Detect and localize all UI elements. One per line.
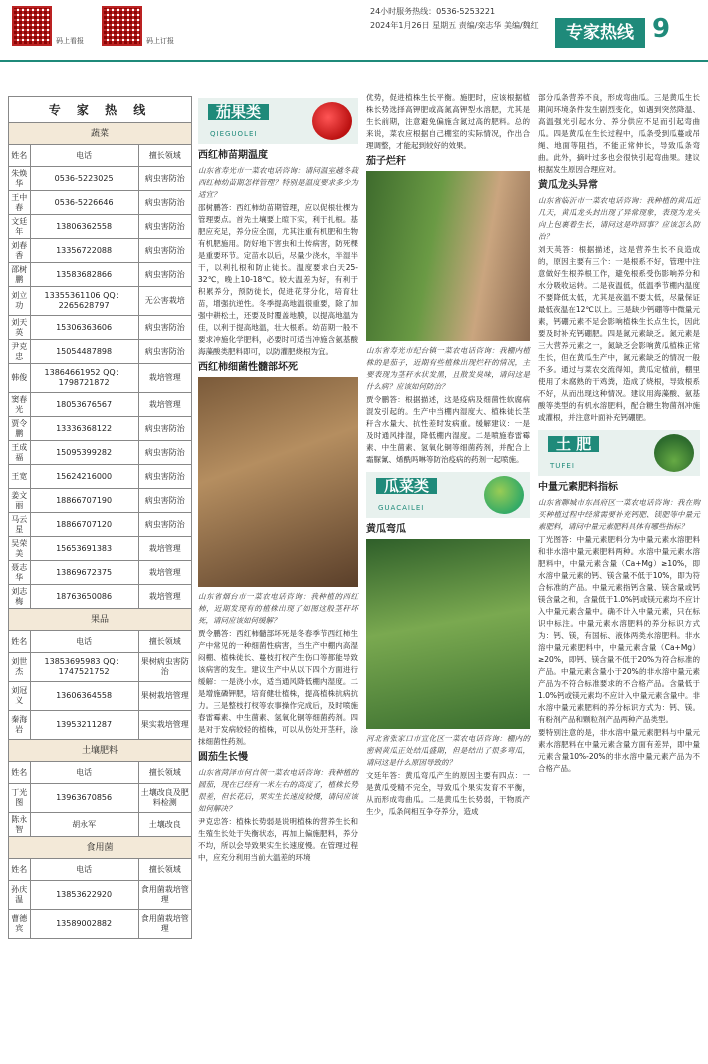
column-header: 擅长领域: [138, 145, 191, 167]
column-header: 擅长领域: [138, 762, 191, 784]
expert-field: 病虫害防治: [138, 191, 191, 215]
table-row: [9, 215, 192, 239]
photo-caption: 河北省张家口市宣化区一菜农电话咨询：棚内的密刺黄瓜正处结瓜盛期，但是结出了很多弯瓜，请问这是什么原因导致的？: [366, 734, 530, 767]
banner-subtitle: GUACAILEI: [378, 504, 425, 512]
article-question: 山东省烟台市一菜农电话咨询：我种植的西红柿，近期发现有的植株出现了如图这般茎秆坏死，请问应该如何缓解？: [198, 592, 358, 625]
expert-field: 病虫害防治: [138, 239, 191, 263]
expert-name: 邵树鹏: [9, 263, 31, 287]
cucumber-photo: [366, 539, 530, 729]
expert-phone: 13963670856: [30, 784, 138, 813]
expert-phone: 15624216000: [30, 465, 138, 489]
table-row: [9, 239, 192, 263]
expert-name: 秦海岩: [9, 711, 31, 740]
expert-name: 王宽: [9, 465, 31, 489]
table-row: [9, 263, 192, 287]
expert-field: 病虫害防治: [138, 417, 191, 441]
table-row: [9, 340, 192, 364]
article-answer: 刘天英答：根据描述，这是营养生长不良造成的，原因主要有三个：一是根系不好，管理中注意做好生根养根工作，避免根系受伤影响养分和水分吸收运转。二是夜温低，低温季节棚内温度不要降低太低，尤其是夜温不要太低，尽量保证最低夜温在12℃以上。三是缺少钙硼等中微量元素，钙硼元素不足会影响植株生长点生长，因此要及时补充钙硼肥。四是氮元素缺乏。氮元素是三大营养元素之一，氮缺乏会影响黄瓜植株正常生长，但在黄瓜生产中，氮元素缺乏的情况一般不多。通过与菜农交流得知，黄瓜定植前，棚里使用了未腐熟的干鸡粪，造成了烧根，导致根系不好，从而出现这种情况。建议用海藻酸、氨基酸等类型的有机水溶肥料，配合糖生物菌剂冲施或灌根，并注意叶面补充钙硼肥。: [538, 245, 700, 422]
table-row: [9, 316, 192, 340]
expert-field: 果实栽培管理: [138, 711, 191, 740]
expert-phone: 18866707190: [30, 489, 138, 513]
expert-phone: 18053676567: [30, 393, 138, 417]
expert-name: 韩俊: [9, 364, 31, 393]
column-header: 电话: [30, 631, 138, 653]
category-label: 果品: [9, 609, 192, 631]
article-title: 圆茄生长慢: [198, 752, 248, 763]
expert-phone: 13336368122: [30, 417, 138, 441]
banner-label: 瓜菜类: [376, 478, 437, 494]
expert-name: 孙庆温: [9, 881, 31, 910]
column-header: 姓名: [9, 145, 31, 167]
expert-phone: 0536-5223025: [30, 167, 138, 191]
article-question: 山东省临沂市一菜农电话咨询：我种植的黄瓜近几天，黄瓜龙头封出现了异常现象，表现为龙头向上包裹着生长，请问这是咋回事？应该怎么防治？: [538, 196, 700, 241]
expert-phone: 13606364558: [30, 682, 138, 711]
expert-name: 马云星: [9, 513, 31, 537]
expert-phone: 15095399282: [30, 441, 138, 465]
table-row: [9, 762, 192, 784]
table-row: [9, 740, 192, 762]
column-header: 姓名: [9, 631, 31, 653]
table-row: [9, 682, 192, 711]
date-editor-line: 2024年1月26日 星期五 责编/栾志华 美编/魏红: [370, 21, 539, 30]
expert-phone: 13953211287: [30, 711, 138, 740]
expert-name: 文廷年: [9, 215, 31, 239]
expert-field: 栽培管理: [138, 537, 191, 561]
article-answer-cont: 优势，促进植株生长平衡。施肥时，应该根据植株长势选择高钾肥或高氮高钾型水溶肥，尤其是生长前期，注意避免偏施含氮过高的肥料。总的来说，菜农应根据自己棚室的实际情况，作出合理调整，才能起到较好的效果。: [366, 93, 530, 150]
expert-field: 土壤改良: [138, 813, 191, 837]
table-row: [9, 287, 192, 316]
article-question: 山东省聊城市东昌府区一菜农电话咨询：我在购买种植过程中经常需要补充钙肥、镁肥等中量元素肥料，请问中量元素肥料具体有哪些指标？: [538, 498, 700, 531]
expert-field: 栽培管理: [138, 561, 191, 585]
table-row: [9, 489, 192, 513]
article-answer: 贾令鹏答：根据描述，这是疫病及细菌性软腐病混发引起的。生产中当棚内湿度大、植株徒长茎秆含水量大、抗性差时发病重。缓解建议：一是及时通风排湿，降低棚内湿度。二是喷施春雷霉素、中生菌素、氢氧化铜等细菌药剂，并配合上霜脲氰、烯酰吗啉等防治疫病的药剂一起喷施。: [366, 395, 530, 464]
expert-name: 刘立功: [9, 287, 31, 316]
table-row: [9, 97, 192, 123]
table-row: [9, 631, 192, 653]
article-title: 黄瓜弯瓜: [366, 524, 406, 535]
table-row: [9, 784, 192, 813]
seedling-icon: [654, 434, 694, 472]
expert-field: 无公害栽培: [138, 287, 191, 316]
expert-name: 姜文丽: [9, 489, 31, 513]
article-title: 西红柿细菌性髓部坏死: [198, 362, 298, 373]
article-answer: 贾令鹏答：西红柿髓部坏死是冬春季节西红柿生产中常见的一种细菌性病害，当生产中棚内高湿闷棚、植株徒长、蔓枝打杈产生伤口等都能导致该病害的发生。建议生产中从以下四个方面进行缓解：一是浇小水，适当通风降低棚内湿度。二是增施磷钾肥，培育健壮植株，提高植株抗病抗力。三是整枝打杈等农事操作完成后，及时喷施春雷霉素、中生菌素、氢氧化铜等细菌药剂。四是对于发病较轻的植株，可以从伤处开茎秆，涂抹细菌性药剂。: [198, 629, 358, 746]
banner-label: 茄果类: [208, 104, 269, 120]
page-header: [0, 0, 708, 62]
table-row: [9, 417, 192, 441]
article-answer-cont: 部分瓜条营养不良，形成弯曲瓜。三是黄瓜生长期间环境条件发生剧烈变化，如遇到突然降温、高温强光引起水分、养分供应不足而引起弯曲瓜。四是黄瓜在生长过程中，瓜条受到瓜蔓或吊绳、地面等阻挡，不能正常伸长，导致瓜条弯曲。此外，摘叶过多也会很快引起弯曲果。建议根据发生原因合理应对。: [538, 93, 700, 174]
expert-field: 食用菌栽培管理: [138, 910, 191, 939]
expert-name: 窦春光: [9, 393, 31, 417]
expert-name: 刘志梅: [9, 585, 31, 609]
expert-name: 王中春: [9, 191, 31, 215]
table-row: [9, 561, 192, 585]
expert-name: 刘世杰: [9, 653, 31, 682]
category-banner-soil: [538, 430, 700, 476]
tomato-stem-photo: [198, 377, 358, 587]
table-row: [9, 441, 192, 465]
article-question: 山东省菏泽市何自领一菜农电话咨询：我种植的圆茄，现在已经有一米左右的高度了，植株长势很差，但长花后，果实生长速度较慢，请问应该如何解决？: [198, 768, 358, 813]
expert-field: 病虫害防治: [138, 513, 191, 537]
expert-name: 刘天英: [9, 316, 31, 340]
column-header: 擅长领域: [138, 631, 191, 653]
table-row: [9, 537, 192, 561]
article-question: 山东省寿光市纪台镇一菜农电话咨询：我棚内植株的是茄子，近期有些植株出现烂秆的情况，主要表现为茎秆水状发黑，且散发臭味，请问这是什么病？应该如何防治？: [366, 346, 530, 391]
expert-name: 刘冠义: [9, 682, 31, 711]
expert-field: 土壤改良及肥料检测: [138, 784, 191, 813]
expert-phone: 13356722088: [30, 239, 138, 263]
table-row: [9, 167, 192, 191]
expert-field: 果树病虫害防治: [138, 653, 191, 682]
article-title: 中量元素肥料指标: [538, 482, 618, 493]
eggplant-stem-photo: [366, 171, 530, 341]
expert-phone: 15054487898: [30, 340, 138, 364]
column-header: 擅长领域: [138, 859, 191, 881]
expert-phone: 15306363606: [30, 316, 138, 340]
expert-phone: 胡永军: [30, 813, 138, 837]
table-row: [9, 191, 192, 215]
banner-label: 土 肥: [548, 436, 599, 452]
table-row: [9, 859, 192, 881]
article-answer: 丁光图答：中量元素肥料分为中量元素水溶肥料和非水溶中量元素肥料两种。水溶中量元素水溶肥料中，中量元素含量（Ca+Mg）≥10%，即水溶中量元素的钙、镁含量不低于10%，即为符合标准的产品。中量元素指钙含量、镁含量或钙镁含量之和，含量低于1.0%钙或镁元素均不应计入中量元素含量中。确不计入中量元素，只在标识中标注。中量元素水溶肥料的养分标识方式为：钙、镁，有国标、液体两类水溶肥料。非水溶中量元素肥料中，中量元素含量（Ca+Mg）≥20%，即钙、镁含量不低于20%为符合标准的产品。中量元素含量小于20%的非水溶中量元素产品为不符合标准要求的不合格产品。含量低于1.0%钙或镁元素均不应计入中量元素含量中。非水溶中量元素肥料的养分标识方式为：钙、镁。有粉剂产品和颗粒剂产品两种产品类型。: [538, 535, 700, 724]
category-label: 食用菌: [9, 837, 192, 859]
column-solanaceous: [198, 98, 358, 865]
expert-hotline-table: [8, 96, 192, 939]
table-title: 专 家 热 线: [9, 97, 192, 123]
section-title: 专家热线: [555, 18, 645, 48]
table-row: [9, 910, 192, 939]
article-answer: 文廷年答：黄瓜弯瓜产生的原因主要有四点：一是黄瓜受精不完全，导致瓜个果实发育不平衡，从而形成弯曲瓜。二是黄瓜生长势弱，干物质产生少，瓜条间相互争夺养分，造成: [366, 771, 530, 816]
expert-name: 贾令鹏: [9, 417, 31, 441]
expert-phone: 13355361106 QQ：2265628797: [30, 287, 138, 316]
category-label: 蔬菜: [9, 123, 192, 145]
expert-phone: 13806362558: [30, 215, 138, 239]
article-answer: 邵树鹏答：西红柿幼苗期管理，应以促根壮棵为管理要点。首先土壤要上暄下实，利于扎根。基肥应充足，养分应全面，尤其注重有机肥和生物有机肥施用。防好地下害虫和土传病害，防死棵是重要环节。定苗水以后，尽量少浇水，半湿半干，以利扎根和防止徒长。温度要求白天25-32℃，晚上10-18℃。较大温差为好，有利于积累养分，预防徒长，促进花芽分化，培育壮苗，增强抗逆性。冬季提高地温很重要，除了加强中耕松土，还要及时覆盖地膜，以提高地温为佳，以利于提高地温，壮大根系。幼苗期一般不要求冲施化学肥料，必要时可适当冲施含氨基酸海藻酸类肥料即可，以防灌肥烧根为宜。: [198, 203, 358, 356]
table-row: [9, 513, 192, 537]
article-title: 茄子烂秆: [366, 156, 406, 167]
expert-phone: 15653691383: [30, 537, 138, 561]
table-row: [9, 609, 192, 631]
table-row: [9, 881, 192, 910]
expert-field: 病虫害防治: [138, 489, 191, 513]
expert-field: 病虫害防治: [138, 263, 191, 287]
expert-name: 朱焕华: [9, 167, 31, 191]
expert-field: 果树栽培管理: [138, 682, 191, 711]
column-middle: [366, 92, 530, 819]
expert-name: 聂志华: [9, 561, 31, 585]
service-hotline: 24小时服务热线：0536-5253221: [370, 7, 496, 16]
expert-name: 丁光图: [9, 784, 31, 813]
qr-code-icon[interactable]: [12, 6, 52, 46]
column-header: 姓名: [9, 859, 31, 881]
article-title: 黄瓜龙头异常: [538, 180, 598, 191]
qr-label-subscribe: 码上订报: [146, 37, 174, 45]
expert-field: 病虫害防治: [138, 215, 191, 239]
article-title: 西红柿苗期温度: [198, 150, 268, 161]
expert-field: 栽培管理: [138, 585, 191, 609]
column-right: [538, 92, 700, 776]
article-question: 山东省寿光市一菜农电话咨询：请问温室越冬栽西红柿幼苗期怎样管理？特别是温度要求多少为适宜？: [198, 166, 358, 199]
expert-field: 病虫害防治: [138, 441, 191, 465]
table-row: [9, 465, 192, 489]
table-row: [9, 393, 192, 417]
qr-label-read: 码上看报: [56, 37, 84, 45]
expert-phone: 0536-5226646: [30, 191, 138, 215]
expert-phone: 13864661952 QQ：1798721872: [30, 364, 138, 393]
tomato-icon: [312, 102, 352, 140]
expert-phone: 18763650086: [30, 585, 138, 609]
expert-phone: 18866707120: [30, 513, 138, 537]
expert-phone: 13869672375: [30, 561, 138, 585]
table-row: [9, 711, 192, 740]
qr-code-icon[interactable]: [102, 6, 142, 46]
expert-field: 病虫害防治: [138, 316, 191, 340]
column-header: 电话: [30, 859, 138, 881]
expert-field: 食用菌栽培管理: [138, 881, 191, 910]
category-label: 土壤肥料: [9, 740, 192, 762]
category-banner-solanaceous: [198, 98, 358, 144]
expert-phone: 13589002882: [30, 910, 138, 939]
article-answer: 尹克忠答：植株长势弱是说明植株的营养生长和生殖生长处于失衡状态，再加上偏施肥料，养分不均，所以会导致果实生长速度慢。在管理过程中，应充分利用当前大温差的环境: [198, 817, 358, 862]
column-header: 电话: [30, 145, 138, 167]
table-row: [9, 585, 192, 609]
table-row: [9, 145, 192, 167]
column-header: 电话: [30, 762, 138, 784]
expert-phone: 13853695983 QQ：1747521752: [30, 653, 138, 682]
banner-subtitle: QIEGUOLEI: [210, 130, 258, 138]
expert-name: 吴荣美: [9, 537, 31, 561]
expert-name: 尹克忠: [9, 340, 31, 364]
expert-name: 王成福: [9, 441, 31, 465]
expert-phone: 13853622920: [30, 881, 138, 910]
expert-name: 刘春香: [9, 239, 31, 263]
expert-field: 病虫害防治: [138, 340, 191, 364]
category-banner-cucurbit: [366, 472, 530, 518]
banner-subtitle: TUFEI: [550, 462, 575, 470]
expert-field: 病虫害防治: [138, 167, 191, 191]
expert-field: 病虫害防治: [138, 465, 191, 489]
table-row: [9, 653, 192, 682]
expert-name: 曹德宾: [9, 910, 31, 939]
table-row: [9, 364, 192, 393]
table-row: [9, 123, 192, 145]
expert-field: 栽培管理: [138, 393, 191, 417]
table-row: [9, 813, 192, 837]
expert-field: 栽培管理: [138, 364, 191, 393]
column-header: 姓名: [9, 762, 31, 784]
expert-name: 陈永智: [9, 813, 31, 837]
table-row: [9, 837, 192, 859]
article-answer-note: 要特别注意的是，非水溶中量元素肥料与中量元素水溶肥料在中量元素含量方面有差异，即中量元素含量10%-20%的非水溶中量元素产品为不合格产品。: [538, 728, 700, 773]
cucumber-icon: [484, 476, 524, 514]
page-number: 9: [652, 14, 671, 44]
expert-phone: 13583682866: [30, 263, 138, 287]
